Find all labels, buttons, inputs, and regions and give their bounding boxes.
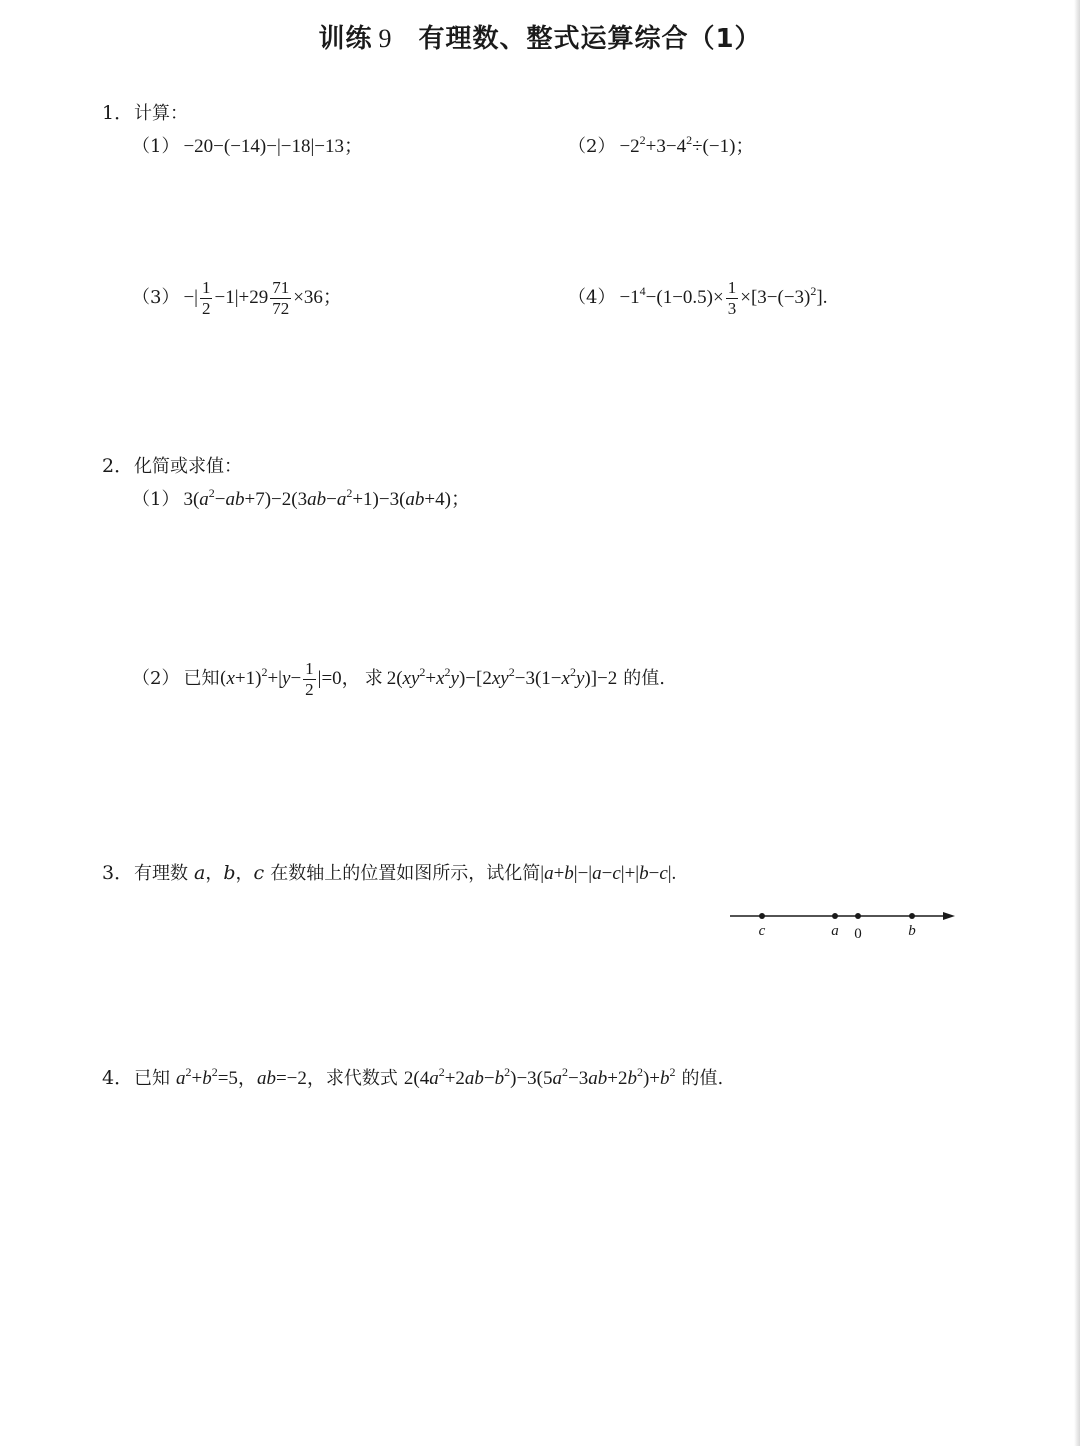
var-a: a: [592, 863, 602, 884]
fraction-denominator: 72: [272, 299, 290, 318]
fraction-denominator: 2: [201, 299, 211, 318]
var-c: c: [612, 863, 621, 884]
var-ab: ab: [256, 1068, 276, 1089]
var-b: b: [494, 1068, 505, 1089]
var-c: c: [253, 862, 265, 884]
point-zero: [855, 913, 861, 919]
var-ab: ab: [405, 489, 425, 510]
q1-item-2-part: −2: [619, 136, 640, 157]
var-a: a: [176, 1068, 186, 1089]
var-y: y: [450, 667, 459, 689]
q4-condition: [176, 1065, 326, 1089]
q1-item-4-part: −1: [619, 286, 640, 308]
q3-expr-part: |.: [667, 863, 677, 884]
exp: 2: [636, 1065, 643, 1079]
exp: 2: [211, 1065, 218, 1079]
var-a: a: [199, 489, 209, 510]
exp: 2: [504, 1065, 511, 1079]
q3-expr-part: |+|: [620, 863, 640, 884]
var-a: a: [552, 1068, 563, 1089]
var-ab: ab: [225, 489, 245, 510]
q1-item-4-part: −(1−0.5)×: [645, 286, 724, 308]
label-zero: 0: [854, 926, 862, 942]
q2-item-2: [132, 659, 665, 700]
q2-item-2-part: +1): [234, 667, 262, 689]
question-1-prompt: 计算：: [134, 103, 188, 124]
q2-item-1-part: −: [214, 489, 226, 510]
number-line-diagram: [725, 900, 965, 945]
q1-item-3-label: （3）: [132, 286, 180, 308]
q1-item-4: [568, 278, 827, 319]
q2-item-2-part: |=0，: [317, 667, 361, 689]
var-ab: ab: [588, 1068, 608, 1089]
question-2-number: 2．: [102, 455, 134, 477]
exp: 2: [508, 664, 515, 679]
var-a: a: [544, 863, 554, 884]
q2-item-2-part: +|: [267, 667, 282, 689]
question-3-number: 3．: [102, 862, 134, 884]
q2-item-2-part: −: [290, 667, 302, 689]
q1-item-4-exp: 2: [810, 283, 817, 298]
q2-item-1-part: +7)−2(3: [244, 489, 308, 510]
title-prefix: 训练: [318, 24, 373, 54]
q2-item-2-label: （2）: [132, 667, 180, 689]
exp: 2: [444, 664, 451, 679]
q1-item-2-label: （2）: [568, 136, 616, 157]
q3-expr-part: |: [540, 863, 545, 884]
q3-expr-part: |−|: [573, 863, 593, 884]
var-b: b: [564, 863, 574, 884]
q2-item-1-part: +4)；: [424, 489, 470, 510]
label-c: c: [758, 923, 766, 939]
fraction-one-third: [726, 278, 739, 319]
q4-part: 的值.: [681, 1068, 724, 1089]
question-1-heading: [102, 98, 188, 125]
q2-item-1-part: 3(: [183, 489, 200, 510]
var-xy: xy: [402, 667, 420, 689]
question-4-number: 4．: [102, 1067, 134, 1089]
q2-item-2-part: )−[2: [458, 667, 492, 689]
q2-item-2-part: 求: [364, 667, 383, 689]
q4-expression: [403, 1065, 676, 1089]
q1-item-3-part: ×36；: [293, 286, 342, 308]
fraction-numerator: 71: [272, 278, 290, 297]
var-y: y: [282, 667, 291, 689]
q1-item-4-exp: 4: [639, 283, 646, 298]
q1-item-1: [132, 131, 363, 158]
var-a: a: [194, 862, 206, 884]
var-b: b: [639, 863, 649, 884]
q3-expression: [540, 863, 676, 884]
point-b: [909, 913, 915, 919]
q3-expr-part: −: [601, 863, 613, 884]
q1-item-1-label: （1）: [132, 136, 180, 157]
question-2-heading: [102, 451, 242, 478]
label-b: b: [908, 923, 916, 939]
q3-part: 在数轴上的位置如图所示，试化简: [270, 863, 541, 884]
var-x: x: [436, 667, 445, 689]
point-c: [759, 913, 765, 919]
q1-item-2-part: +3−4: [645, 136, 687, 157]
page-title: [0, 18, 1080, 55]
var-x: x: [561, 667, 570, 689]
var-c: c: [659, 863, 668, 884]
exp: 2: [185, 1065, 192, 1079]
question-4: [102, 1063, 723, 1090]
q2-item-1-part: −: [326, 489, 337, 510]
q4-part: +2: [607, 1068, 628, 1089]
q1-item-2: [568, 131, 754, 158]
q4-part: =5，: [217, 1068, 257, 1089]
q2-item-2-part: 2(: [386, 667, 403, 689]
q4-part: =−2，: [275, 1068, 326, 1089]
q1-item-4-part: ].: [816, 286, 828, 308]
var-ab: ab: [307, 489, 327, 510]
var-a: a: [429, 1068, 439, 1089]
q2-item-2-part: 已知(: [183, 667, 227, 689]
q4-part: −: [483, 1068, 495, 1089]
label-a: a: [831, 923, 839, 939]
q4-part: 已知: [134, 1068, 170, 1089]
q4-part: )−3(5: [510, 1068, 553, 1089]
q1-item-4-part: ×[3−(−3): [740, 286, 811, 308]
var-b: b: [223, 862, 236, 884]
q4-part: −3: [568, 1068, 589, 1089]
var-b: b: [202, 1068, 212, 1089]
q1-item-3-part: −1|+29: [214, 286, 269, 308]
var-b: b: [660, 1068, 670, 1089]
var-x: x: [226, 667, 235, 689]
var-xy: xy: [491, 667, 509, 689]
fraction-one-half: [200, 278, 213, 319]
exp: 2: [208, 486, 215, 500]
exp: 2: [346, 486, 353, 500]
exp: 2: [419, 664, 426, 679]
q4-part: 2(4: [403, 1068, 430, 1089]
q2-item-2-part: 的值.: [623, 667, 665, 689]
question-2-prompt: 化简或求值：: [134, 456, 242, 477]
fraction-71-72: [270, 278, 291, 319]
var-ab: ab: [464, 1068, 484, 1089]
title-text: 有理数、整式运算综合（1）: [418, 24, 762, 54]
title-number: 9: [378, 24, 393, 53]
q4-part: )+: [642, 1068, 660, 1089]
q2-item-2-part: +: [425, 667, 437, 689]
q1-item-4-label: （4）: [568, 286, 616, 308]
fraction-denominator: 3: [727, 299, 737, 318]
q1-item-3: [132, 278, 342, 319]
q2-item-1: [132, 484, 470, 511]
q2-item-1-part: +1)−3(: [352, 489, 406, 510]
var-a: a: [336, 489, 347, 510]
q3-expr-part: −: [648, 863, 660, 884]
q1-item-1-expr: −20−(−14)−|−18|−13；: [183, 136, 364, 157]
q3-expr-part: +: [553, 863, 565, 884]
q2-item-2-part: −3(1−: [514, 667, 562, 689]
fraction-denominator: 2: [305, 680, 314, 699]
number-line-arrow: [943, 912, 955, 920]
question-1-number: 1．: [102, 102, 134, 124]
q4-part: +2: [444, 1068, 465, 1089]
fraction-numerator: 1: [727, 278, 737, 297]
q1-item-2-exp: 2: [686, 133, 693, 147]
fraction-one-half: [303, 659, 316, 700]
q4-part: +: [191, 1068, 203, 1089]
q3-part: ，: [205, 863, 224, 884]
fraction-numerator: 1: [201, 278, 211, 297]
q3-part: 有理数: [134, 863, 188, 884]
point-a: [832, 913, 838, 919]
q4-part: 求代数式: [325, 1068, 398, 1089]
q1-item-2-part: ÷(−1)；: [692, 136, 755, 157]
exp: 2: [569, 664, 576, 679]
q1-item-3-part: −|: [183, 286, 198, 308]
q3-part: ，: [235, 863, 254, 884]
exp: 2: [562, 1065, 569, 1079]
page-edge-shadow: [1074, 0, 1080, 1446]
var-y: y: [575, 667, 585, 689]
exp: 2: [669, 1065, 676, 1079]
var-b: b: [627, 1068, 637, 1089]
fraction-numerator: 1: [305, 659, 314, 678]
question-3: [102, 858, 676, 885]
q1-item-2-exp: 2: [639, 133, 646, 147]
exp: 2: [438, 1065, 445, 1079]
exp: 2: [261, 664, 268, 679]
q2-item-2-part: )]−2: [584, 667, 618, 689]
q2-item-1-label: （1）: [132, 489, 180, 510]
